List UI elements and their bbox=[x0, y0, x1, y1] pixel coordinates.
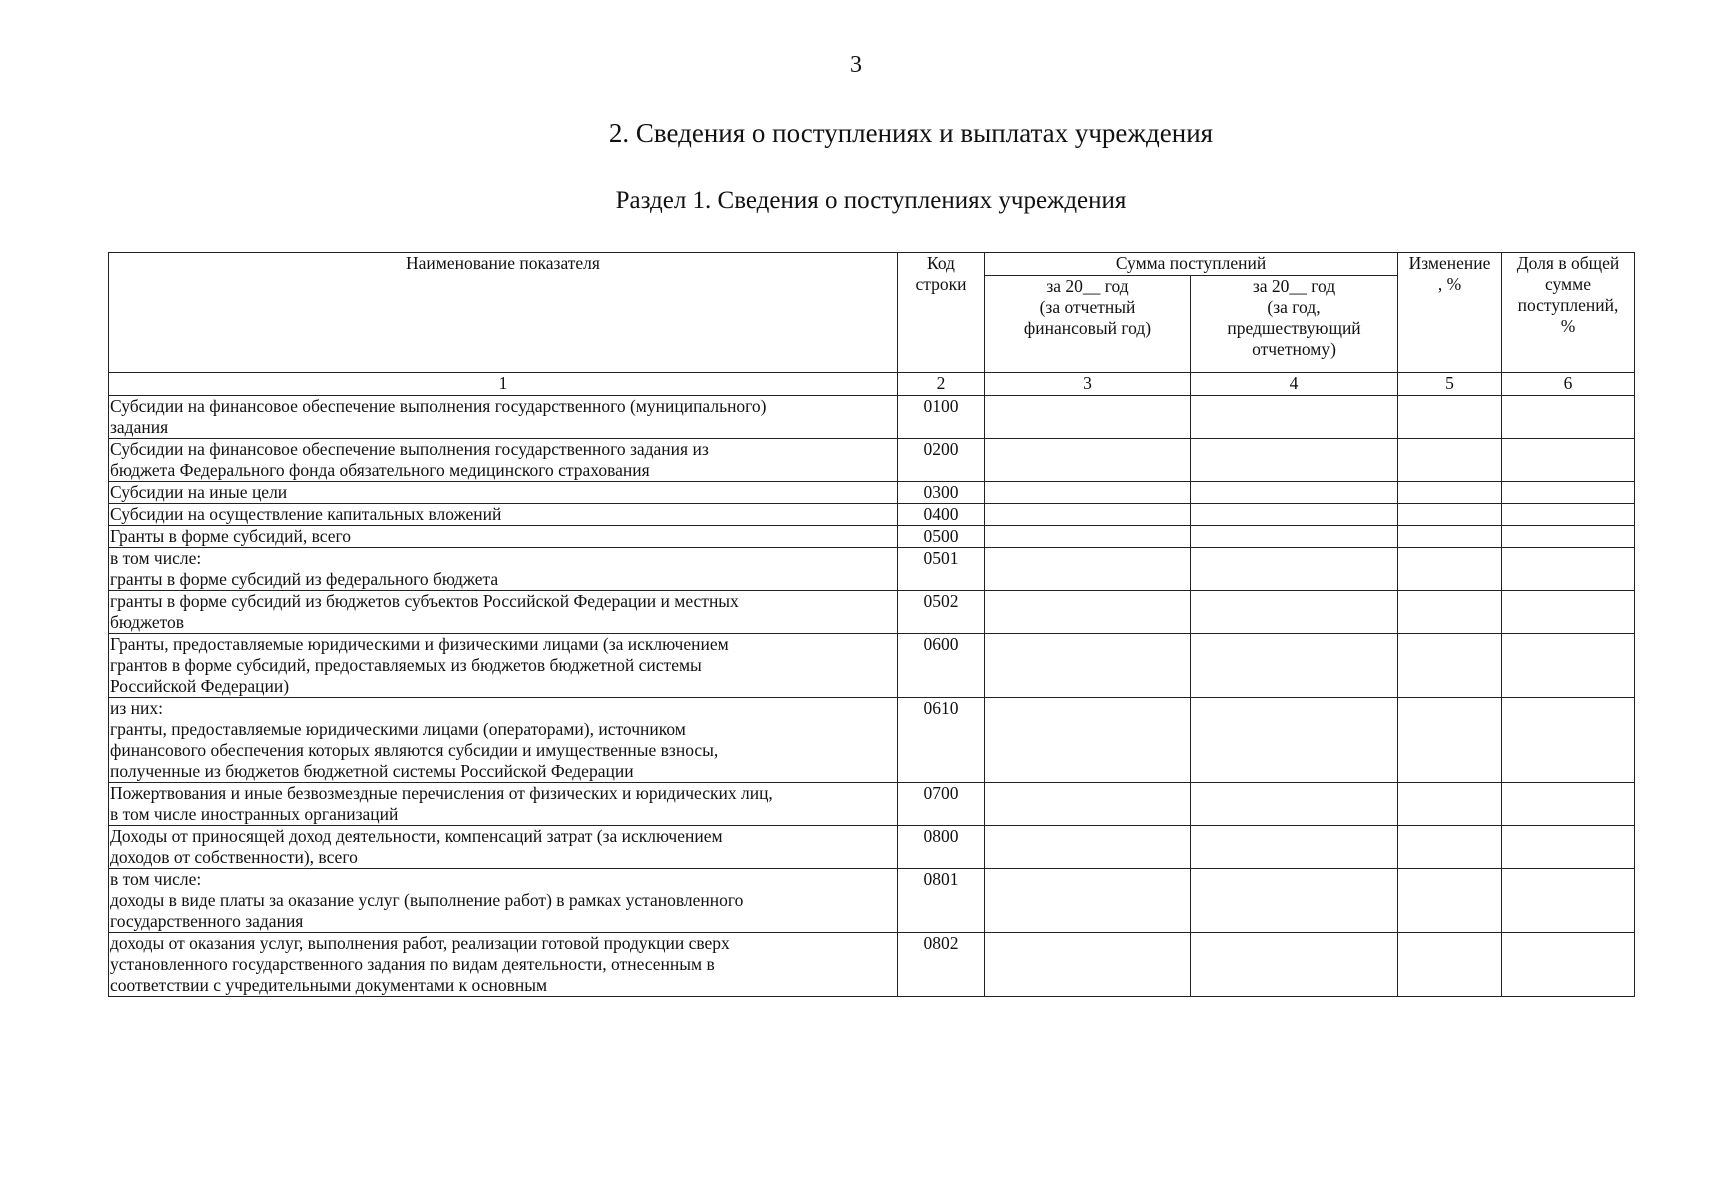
header-change-percent: Изменение , % bbox=[1398, 253, 1502, 373]
reporting-year-sum-cell bbox=[985, 783, 1191, 826]
share-percent-cell bbox=[1502, 826, 1635, 869]
share-percent-cell bbox=[1502, 504, 1635, 526]
indicator-name-line: из них: bbox=[110, 698, 163, 718]
column-number: 4 bbox=[1191, 373, 1398, 396]
header-line-code: Код строки bbox=[898, 253, 985, 373]
table-row bbox=[109, 826, 1635, 869]
previous-year-sum-cell bbox=[1191, 482, 1398, 504]
reporting-year-sum-cell bbox=[985, 526, 1191, 548]
indicator-name-line: бюджета Федерального фонда обязательного медицинского страхования bbox=[110, 460, 650, 480]
header-share-percent: Доля в общей сумме поступлений, % bbox=[1502, 253, 1635, 373]
indicator-name-line: Субсидии на иные цели bbox=[110, 482, 288, 502]
reporting-year-sum-cell bbox=[985, 634, 1191, 698]
previous-year-sum-cell bbox=[1191, 591, 1398, 634]
change-percent-cell bbox=[1398, 826, 1502, 869]
indicator-name-cell bbox=[109, 869, 898, 933]
indicator-name-cell bbox=[109, 933, 898, 997]
reporting-year-sum-cell bbox=[985, 869, 1191, 933]
header-previous-year: за 20__ год (за год, предшествующий отчетному) bbox=[1191, 276, 1398, 373]
line-code-cell: 0801 bbox=[898, 869, 985, 933]
line-code-cell: 0200 bbox=[898, 439, 985, 482]
indicator-name-cell bbox=[109, 698, 898, 783]
reporting-year-sum-cell bbox=[985, 698, 1191, 783]
change-percent-cell bbox=[1398, 439, 1502, 482]
indicator-name-line: Гранты, предоставляемые юридическими и физическими лицами (за исключением bbox=[110, 634, 729, 654]
column-numbers-row bbox=[109, 373, 1635, 396]
indicator-name-line: доходы в виде платы за оказание услуг (выполнение работ) в рамках установленного bbox=[110, 890, 744, 910]
change-percent-cell bbox=[1398, 783, 1502, 826]
header-reporting-year: за 20__ год (за отчетный финансовый год) bbox=[985, 276, 1191, 373]
change-percent-cell bbox=[1398, 504, 1502, 526]
indicator-name-line: соответствии с учредительными документами к основным bbox=[110, 975, 548, 995]
share-percent-cell bbox=[1502, 439, 1635, 482]
header-indicator-name: Наименование показателя bbox=[109, 253, 898, 373]
receipts-table bbox=[108, 252, 1635, 997]
indicator-name-cell bbox=[109, 783, 898, 826]
indicator-name-cell bbox=[109, 591, 898, 634]
reporting-year-sum-cell bbox=[985, 548, 1191, 591]
share-percent-cell bbox=[1502, 396, 1635, 439]
indicator-name-line: Субсидии на осуществление капитальных вложений bbox=[110, 504, 502, 524]
header-receipts-sum: Сумма поступлений bbox=[985, 253, 1398, 276]
table-row bbox=[109, 634, 1635, 698]
indicator-name-line: установленного государственного задания по видам деятельности, отнесенным в bbox=[110, 954, 715, 974]
indicator-name-line: государственного задания bbox=[110, 911, 304, 931]
table-row bbox=[109, 482, 1635, 504]
indicator-name-line: гранты, предоставляемые юридическими лицами (операторами), источником bbox=[110, 719, 686, 739]
indicator-name-cell bbox=[109, 504, 898, 526]
change-percent-cell bbox=[1398, 591, 1502, 634]
change-percent-cell bbox=[1398, 526, 1502, 548]
change-percent-cell bbox=[1398, 482, 1502, 504]
line-code-cell: 0501 bbox=[898, 548, 985, 591]
indicator-name-line: Российской Федерации) bbox=[110, 676, 290, 696]
previous-year-sum-cell bbox=[1191, 783, 1398, 826]
previous-year-sum-cell bbox=[1191, 396, 1398, 439]
change-percent-cell bbox=[1398, 933, 1502, 997]
column-number: 3 bbox=[985, 373, 1191, 396]
indicator-name-line: в том числе иностранных организаций bbox=[110, 804, 399, 824]
indicator-name-line: в том числе: bbox=[110, 548, 202, 568]
share-percent-cell bbox=[1502, 548, 1635, 591]
reporting-year-sum-cell bbox=[985, 439, 1191, 482]
page-number: 3 bbox=[850, 52, 862, 78]
column-number: 6 bbox=[1502, 373, 1635, 396]
indicator-name-line: Гранты в форме субсидий, всего bbox=[110, 526, 351, 546]
table-row bbox=[109, 396, 1635, 439]
column-number: 1 bbox=[109, 373, 898, 396]
previous-year-sum-cell bbox=[1191, 698, 1398, 783]
change-percent-cell bbox=[1398, 869, 1502, 933]
line-code-cell: 0700 bbox=[898, 783, 985, 826]
indicator-name-line: бюджетов bbox=[110, 612, 185, 632]
line-code-cell: 0600 bbox=[898, 634, 985, 698]
table-row bbox=[109, 548, 1635, 591]
indicator-name-line: Субсидии на финансовое обеспечение выполнения государственного (муниципального) bbox=[110, 396, 767, 416]
change-percent-cell bbox=[1398, 698, 1502, 783]
indicator-name-cell bbox=[109, 826, 898, 869]
indicator-name-cell bbox=[109, 396, 898, 439]
reporting-year-sum-cell bbox=[985, 826, 1191, 869]
indicator-name-cell bbox=[109, 439, 898, 482]
line-code-cell: 0502 bbox=[898, 591, 985, 634]
indicator-name-line: задания bbox=[110, 417, 169, 437]
previous-year-sum-cell bbox=[1191, 439, 1398, 482]
indicator-name-line: гранты в форме субсидий из бюджетов субъектов Российской Федерации и местных bbox=[110, 591, 739, 611]
line-code-cell: 0500 bbox=[898, 526, 985, 548]
reporting-year-sum-cell bbox=[985, 504, 1191, 526]
share-percent-cell bbox=[1502, 869, 1635, 933]
table-row bbox=[109, 933, 1635, 997]
table-row bbox=[109, 591, 1635, 634]
previous-year-sum-cell bbox=[1191, 933, 1398, 997]
indicator-name-line: Субсидии на финансовое обеспечение выполнения государственного задания из bbox=[110, 439, 709, 459]
indicator-name-line: Доходы от приносящей доход деятельности, компенсаций затрат (за исключением bbox=[110, 826, 723, 846]
indicator-name-cell bbox=[109, 526, 898, 548]
previous-year-sum-cell bbox=[1191, 826, 1398, 869]
reporting-year-sum-cell bbox=[985, 482, 1191, 504]
line-code-cell: 0800 bbox=[898, 826, 985, 869]
indicator-name-line: грантов в форме субсидий, предоставляемых из бюджетов бюджетной системы bbox=[110, 655, 702, 675]
indicator-name-line: доходов от собственности), всего bbox=[110, 847, 358, 867]
line-code-cell: 0300 bbox=[898, 482, 985, 504]
indicator-name-line: полученные из бюджетов бюджетной системы Российской Федерации bbox=[110, 761, 634, 781]
line-code-cell: 0400 bbox=[898, 504, 985, 526]
share-percent-cell bbox=[1502, 783, 1635, 826]
share-percent-cell bbox=[1502, 698, 1635, 783]
previous-year-sum-cell bbox=[1191, 526, 1398, 548]
table-row bbox=[109, 439, 1635, 482]
table-row bbox=[109, 526, 1635, 548]
indicator-name-cell bbox=[109, 634, 898, 698]
indicator-name-cell bbox=[109, 482, 898, 504]
change-percent-cell bbox=[1398, 548, 1502, 591]
column-number: 2 bbox=[898, 373, 985, 396]
reporting-year-sum-cell bbox=[985, 591, 1191, 634]
line-code-cell: 0802 bbox=[898, 933, 985, 997]
indicator-name-line: доходы от оказания услуг, выполнения работ, реализации готовой продукции сверх bbox=[110, 933, 730, 953]
indicator-name-line: Пожертвования и иные безвозмездные перечисления от физических и юридических лиц, bbox=[110, 783, 773, 803]
table-row bbox=[109, 869, 1635, 933]
change-percent-cell bbox=[1398, 634, 1502, 698]
column-number: 5 bbox=[1398, 373, 1502, 396]
share-percent-cell bbox=[1502, 526, 1635, 548]
share-percent-cell bbox=[1502, 634, 1635, 698]
indicator-name-line: в том числе: bbox=[110, 869, 202, 889]
share-percent-cell bbox=[1502, 933, 1635, 997]
share-percent-cell bbox=[1502, 482, 1635, 504]
document-title: 2. Сведения о поступлениях и выплатах учреждения bbox=[608, 118, 1214, 148]
previous-year-sum-cell bbox=[1191, 634, 1398, 698]
share-percent-cell bbox=[1502, 591, 1635, 634]
line-code-cell: 0100 bbox=[898, 396, 985, 439]
indicator-name-line: финансового обеспечения которых являются субсидии и имущественные взносы, bbox=[110, 740, 719, 760]
previous-year-sum-cell bbox=[1191, 548, 1398, 591]
reporting-year-sum-cell bbox=[985, 396, 1191, 439]
indicator-name-line: гранты в форме субсидий из федерального бюджета bbox=[110, 569, 499, 589]
line-code-cell: 0610 bbox=[898, 698, 985, 783]
indicator-name-cell bbox=[109, 548, 898, 591]
reporting-year-sum-cell bbox=[985, 933, 1191, 997]
table-row bbox=[109, 783, 1635, 826]
section-title: Раздел 1. Сведения о поступлениях учреждения bbox=[615, 187, 1127, 214]
previous-year-sum-cell bbox=[1191, 869, 1398, 933]
table-row bbox=[109, 504, 1635, 526]
previous-year-sum-cell bbox=[1191, 504, 1398, 526]
change-percent-cell bbox=[1398, 396, 1502, 439]
table-row bbox=[109, 698, 1635, 783]
